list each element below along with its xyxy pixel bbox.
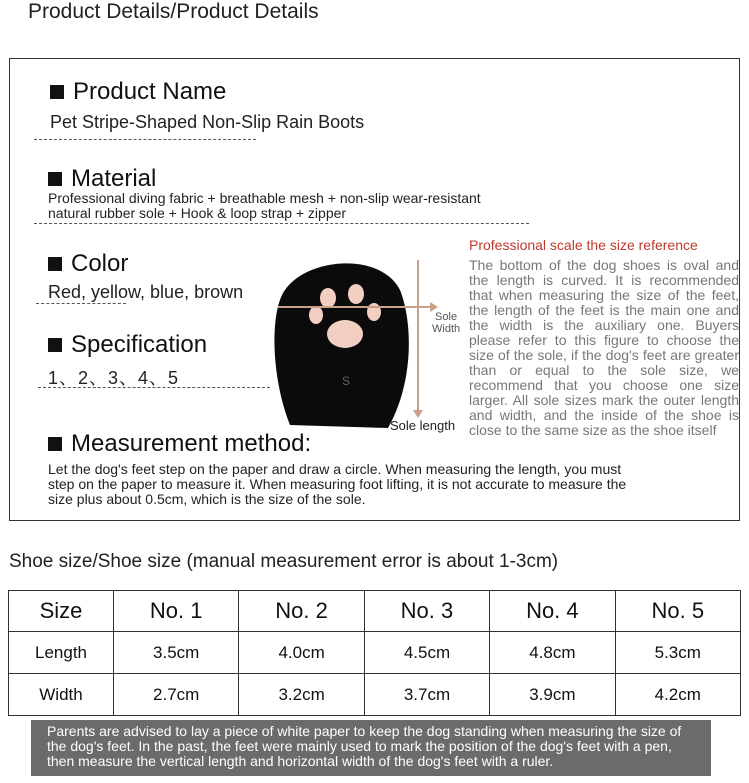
- sole-length-label: Sole length: [390, 418, 456, 433]
- table-cell: 3.5cm: [114, 632, 239, 674]
- color-heading-text: Color: [71, 250, 129, 277]
- table-cell: 4.8cm: [490, 632, 615, 674]
- product-name-value: Pet Stripe-Shaped Non-Slip Rain Boots: [50, 112, 365, 132]
- square-bullet-icon: [48, 437, 62, 451]
- table-cell: 3.9cm: [490, 674, 615, 716]
- material-heading-text: Material: [71, 165, 157, 192]
- material-line-1: Professional diving fabric + breathable mesh + non-slip wear-resistant: [48, 190, 481, 206]
- scale-reference-description: The bottom of the dog shoes is oval and the length is curved. It is recommended that when measuring the size of the feet, the length of the feet is the main one and the width is the auxiliary one. Buyers please refer to this figure to choose the size of the sole, if the dog's feet are greater than or equal to the sole size, we recommend that you choose one size larger. All sole sizes mark the outer length and width, and the inside of the shoe is close to the same size as the shoe itself: [469, 257, 739, 438]
- measurement-note-text: Parents are advised to lay a piece of white paper to keep the dog standing when measuring the size of the dog's feet. In the past, the feet were mainly used to mark the position of the dog's feet with a pen, then measure the vertical length and horizontal width of the dog's feet with a ruler.: [47, 723, 682, 769]
- divider: [38, 387, 270, 388]
- size-table-caption: Shoe size/Shoe size (manual measurement error is about 1-3cm): [9, 551, 559, 572]
- table-row: [9, 632, 741, 674]
- page-title: Product Details/Product Details: [28, 0, 319, 23]
- table-cell: 4.2cm: [615, 674, 740, 716]
- table-header-row: [9, 591, 741, 632]
- row-label-width: Width: [9, 674, 114, 716]
- measurement-text: Let the dog's feet step on the paper and draw a circle. When measuring the length, you must step on the paper to measure it. When measuring foot lifting, it is not accurate to measure the size plus about 0.5cm, which is the size of the sole.: [48, 461, 627, 507]
- scale-reference-title: Professional scale the size reference: [469, 237, 698, 253]
- table-cell: 5.3cm: [615, 632, 740, 674]
- measurement-note: [31, 720, 711, 776]
- square-bullet-icon: [48, 172, 62, 186]
- product-name-heading-text: Product Name: [73, 78, 227, 105]
- table-cell: 3.2cm: [239, 674, 364, 716]
- material-heading: [48, 165, 156, 193]
- specification-heading-text: Specification: [71, 331, 208, 358]
- product-name-heading: [50, 78, 226, 106]
- table-cell: 2.7cm: [114, 674, 239, 716]
- shoe-size-letter: S: [342, 374, 351, 388]
- specification-value: 1、2、3、4、5: [48, 368, 180, 388]
- table-cell: 3.7cm: [364, 674, 489, 716]
- color-heading: [48, 250, 128, 278]
- table-row: [9, 674, 741, 716]
- material-line-2: natural rubber sole + Hook & loop strap + zipper: [48, 205, 347, 221]
- header-cell: No. 4: [490, 591, 615, 632]
- divider: [34, 139, 256, 140]
- header-cell: No. 1: [114, 591, 239, 632]
- sole-width-label: [432, 311, 460, 335]
- size-table: [8, 590, 741, 716]
- header-cell: No. 5: [615, 591, 740, 632]
- divider: [36, 303, 126, 304]
- header-cell: Size: [9, 591, 114, 632]
- divider: [34, 223, 529, 224]
- header-cell: No. 3: [364, 591, 489, 632]
- square-bullet-icon: [50, 85, 64, 99]
- row-label-length: Length: [9, 632, 114, 674]
- specification-heading: [48, 331, 207, 359]
- measurement-heading-text: Measurement method:: [71, 430, 312, 457]
- color-value: Red, yellow, blue, brown: [48, 282, 244, 302]
- sole-diagram: [270, 250, 470, 440]
- sole-width-label-line1: Sole: [435, 311, 458, 323]
- square-bullet-icon: [48, 257, 62, 271]
- table-cell: 4.0cm: [239, 632, 364, 674]
- header-cell: No. 2: [239, 591, 364, 632]
- length-arrowhead-icon: [413, 410, 423, 418]
- table-cell: 4.5cm: [364, 632, 489, 674]
- square-bullet-icon: [48, 338, 62, 352]
- sole-width-label-line2: Width: [432, 323, 461, 335]
